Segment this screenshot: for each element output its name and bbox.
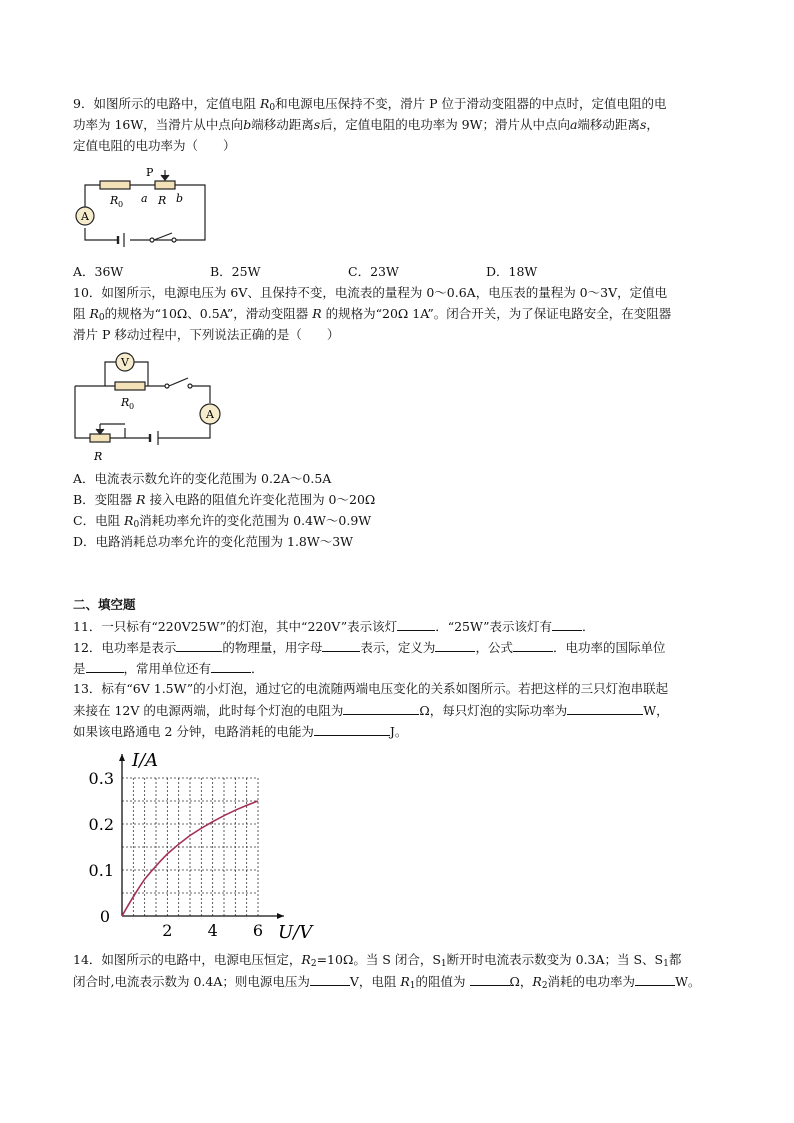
q10-line2: 阻 $R_0$的规格为“10Ω、0.5A”，滑动变阻器 R 的规格为“20Ω 1A”。闭合开关，为了保证电路安全，在变阻器 (73, 306, 672, 323)
end-a-label: a (141, 192, 148, 205)
q9-line1: 9．如图所示的电路中，定值电阻 $R_0$和电源电压保持不变，滑片 P 位于滑动变阻器的中点时，定值电阻的电 (73, 96, 667, 113)
q12-line2: 是 ，常用单位还有 ． (73, 661, 264, 676)
q11-blank-1[interactable] (397, 618, 435, 631)
y-tick-label: 0.1 (88, 861, 114, 880)
q13-blank-1[interactable] (343, 702, 419, 715)
q12-line1: 12．电功率是表示 的物理量，用字母 表示，定义为 ，公式 ．电功率的国际单位 (73, 640, 666, 655)
y-axis-arrow-icon (119, 754, 125, 761)
q13-line2: 来接在 12V 的电源两端，此时每个灯泡的电阻为 Ω，每只灯泡的实际功率为 W， (73, 703, 669, 718)
rheostat-r-label: R (94, 450, 103, 463)
q10-line1: 10．如图所示，电源电压为 6V、且保持不变，电流表的量程为 0～0.6A，电压表的量程为 0～3V，定值电 (73, 285, 668, 300)
slider-p-label: P (146, 166, 154, 179)
q10-line3: 滑片 P 移动过程中，下列说法正确的是（ ） (73, 327, 340, 342)
ammeter-label: A (81, 210, 89, 223)
x-tick-label: 2 (162, 921, 173, 940)
y-tick-label: 0.3 (88, 769, 114, 788)
x-axis-label: U/V (278, 922, 313, 943)
q12-blank-6[interactable] (211, 660, 251, 673)
q9-option-c[interactable]: C．23W (348, 264, 399, 279)
q9-option-a[interactable]: A．36W (73, 264, 124, 279)
q11-line: 11．一只标有“220V25W”的灯泡，其中“220V”表示该灯 ．“25W”表示该灯有 ． (73, 619, 595, 634)
q12-blank-5[interactable] (86, 660, 124, 673)
q14-blank-2[interactable] (470, 973, 510, 986)
voltmeter-label: V (121, 356, 129, 369)
q14-blank-1[interactable] (310, 973, 350, 986)
q9-circuit-diagram (70, 160, 220, 250)
r0-label: R (121, 396, 130, 409)
origin-label: 0 (99, 907, 110, 926)
q10-option-a[interactable]: A．电流表示数允许的变化范围为 0.2A～0.5A (73, 471, 332, 486)
q10-option-d[interactable]: D．电路消耗总功率允许的变化范围为 1.8W～3W (73, 534, 354, 549)
rheostat-r-label: R (158, 194, 167, 207)
q10-option-b[interactable]: B．变阻器 R 接入电路的阻值允许变化范围为 0～20Ω (73, 492, 376, 507)
end-b-label: b (176, 192, 184, 205)
q12-blank-3[interactable] (435, 639, 475, 652)
iu-chart (80, 740, 330, 945)
q12-blank-1[interactable] (176, 639, 222, 652)
y-axis-label: I/A (132, 750, 159, 771)
r0-label: R (110, 194, 119, 207)
q10-option-c[interactable]: C．电阻 $R_0$消耗功率允许的变化范围为 0.4W～0.9W (73, 513, 372, 530)
x-tick-label: 6 (252, 921, 264, 940)
q9-line3: 定值电阻的电功率为（ ） (73, 138, 236, 153)
q10-circuit-diagram (70, 348, 230, 463)
r0-sub-label: 0 (129, 402, 135, 411)
q14-line2: 闭合时,电流表示数为 0.4A；则电源电压为 V，电阻 $R_1$的阻值为 Ω，$R_2$消耗的电功率为 W。 (73, 974, 701, 991)
q9-option-b[interactable]: B．25W (210, 264, 261, 279)
r0-sub-label: 0 (118, 200, 124, 209)
q14-line1: 14．如图所示的电路中，电源电压恒定，$R_2=10\Omega$。当 S 闭合，$S_1$断开时电流表示数变为 0.3A；当 S、$S_1$都 (73, 952, 682, 969)
q13-blank-2[interactable] (567, 702, 643, 715)
q9-line2: 功率为 16W，当滑片从中点向b端移动距离s后，定值电阻的电功率为 9W；滑片从中点向a端移动距离s， (73, 117, 659, 132)
q11-blank-2[interactable] (552, 618, 582, 631)
q13-line1: 13．标有“6V 1.5W”的小灯泡，通过它的电流随两端电压变化的关系如图所示。若把这样的三只灯泡串联起 (73, 681, 669, 696)
q13-line3: 如果该电路通电 2 分钟，电路消耗的电能为 J。 (73, 724, 408, 739)
section-heading-fill-in: 二、填空题 (73, 597, 136, 612)
q12-blank-2[interactable] (322, 639, 360, 652)
x-axis-arrow-icon (277, 913, 284, 919)
q13-blank-3[interactable] (314, 723, 390, 736)
x-tick-label: 4 (207, 921, 218, 940)
q14-blank-3[interactable] (635, 973, 675, 986)
q12-blank-4[interactable] (513, 639, 553, 652)
y-tick-label: 0.2 (88, 815, 114, 834)
q9-option-d[interactable]: D．18W (486, 264, 538, 279)
ammeter-label: A (206, 408, 214, 421)
